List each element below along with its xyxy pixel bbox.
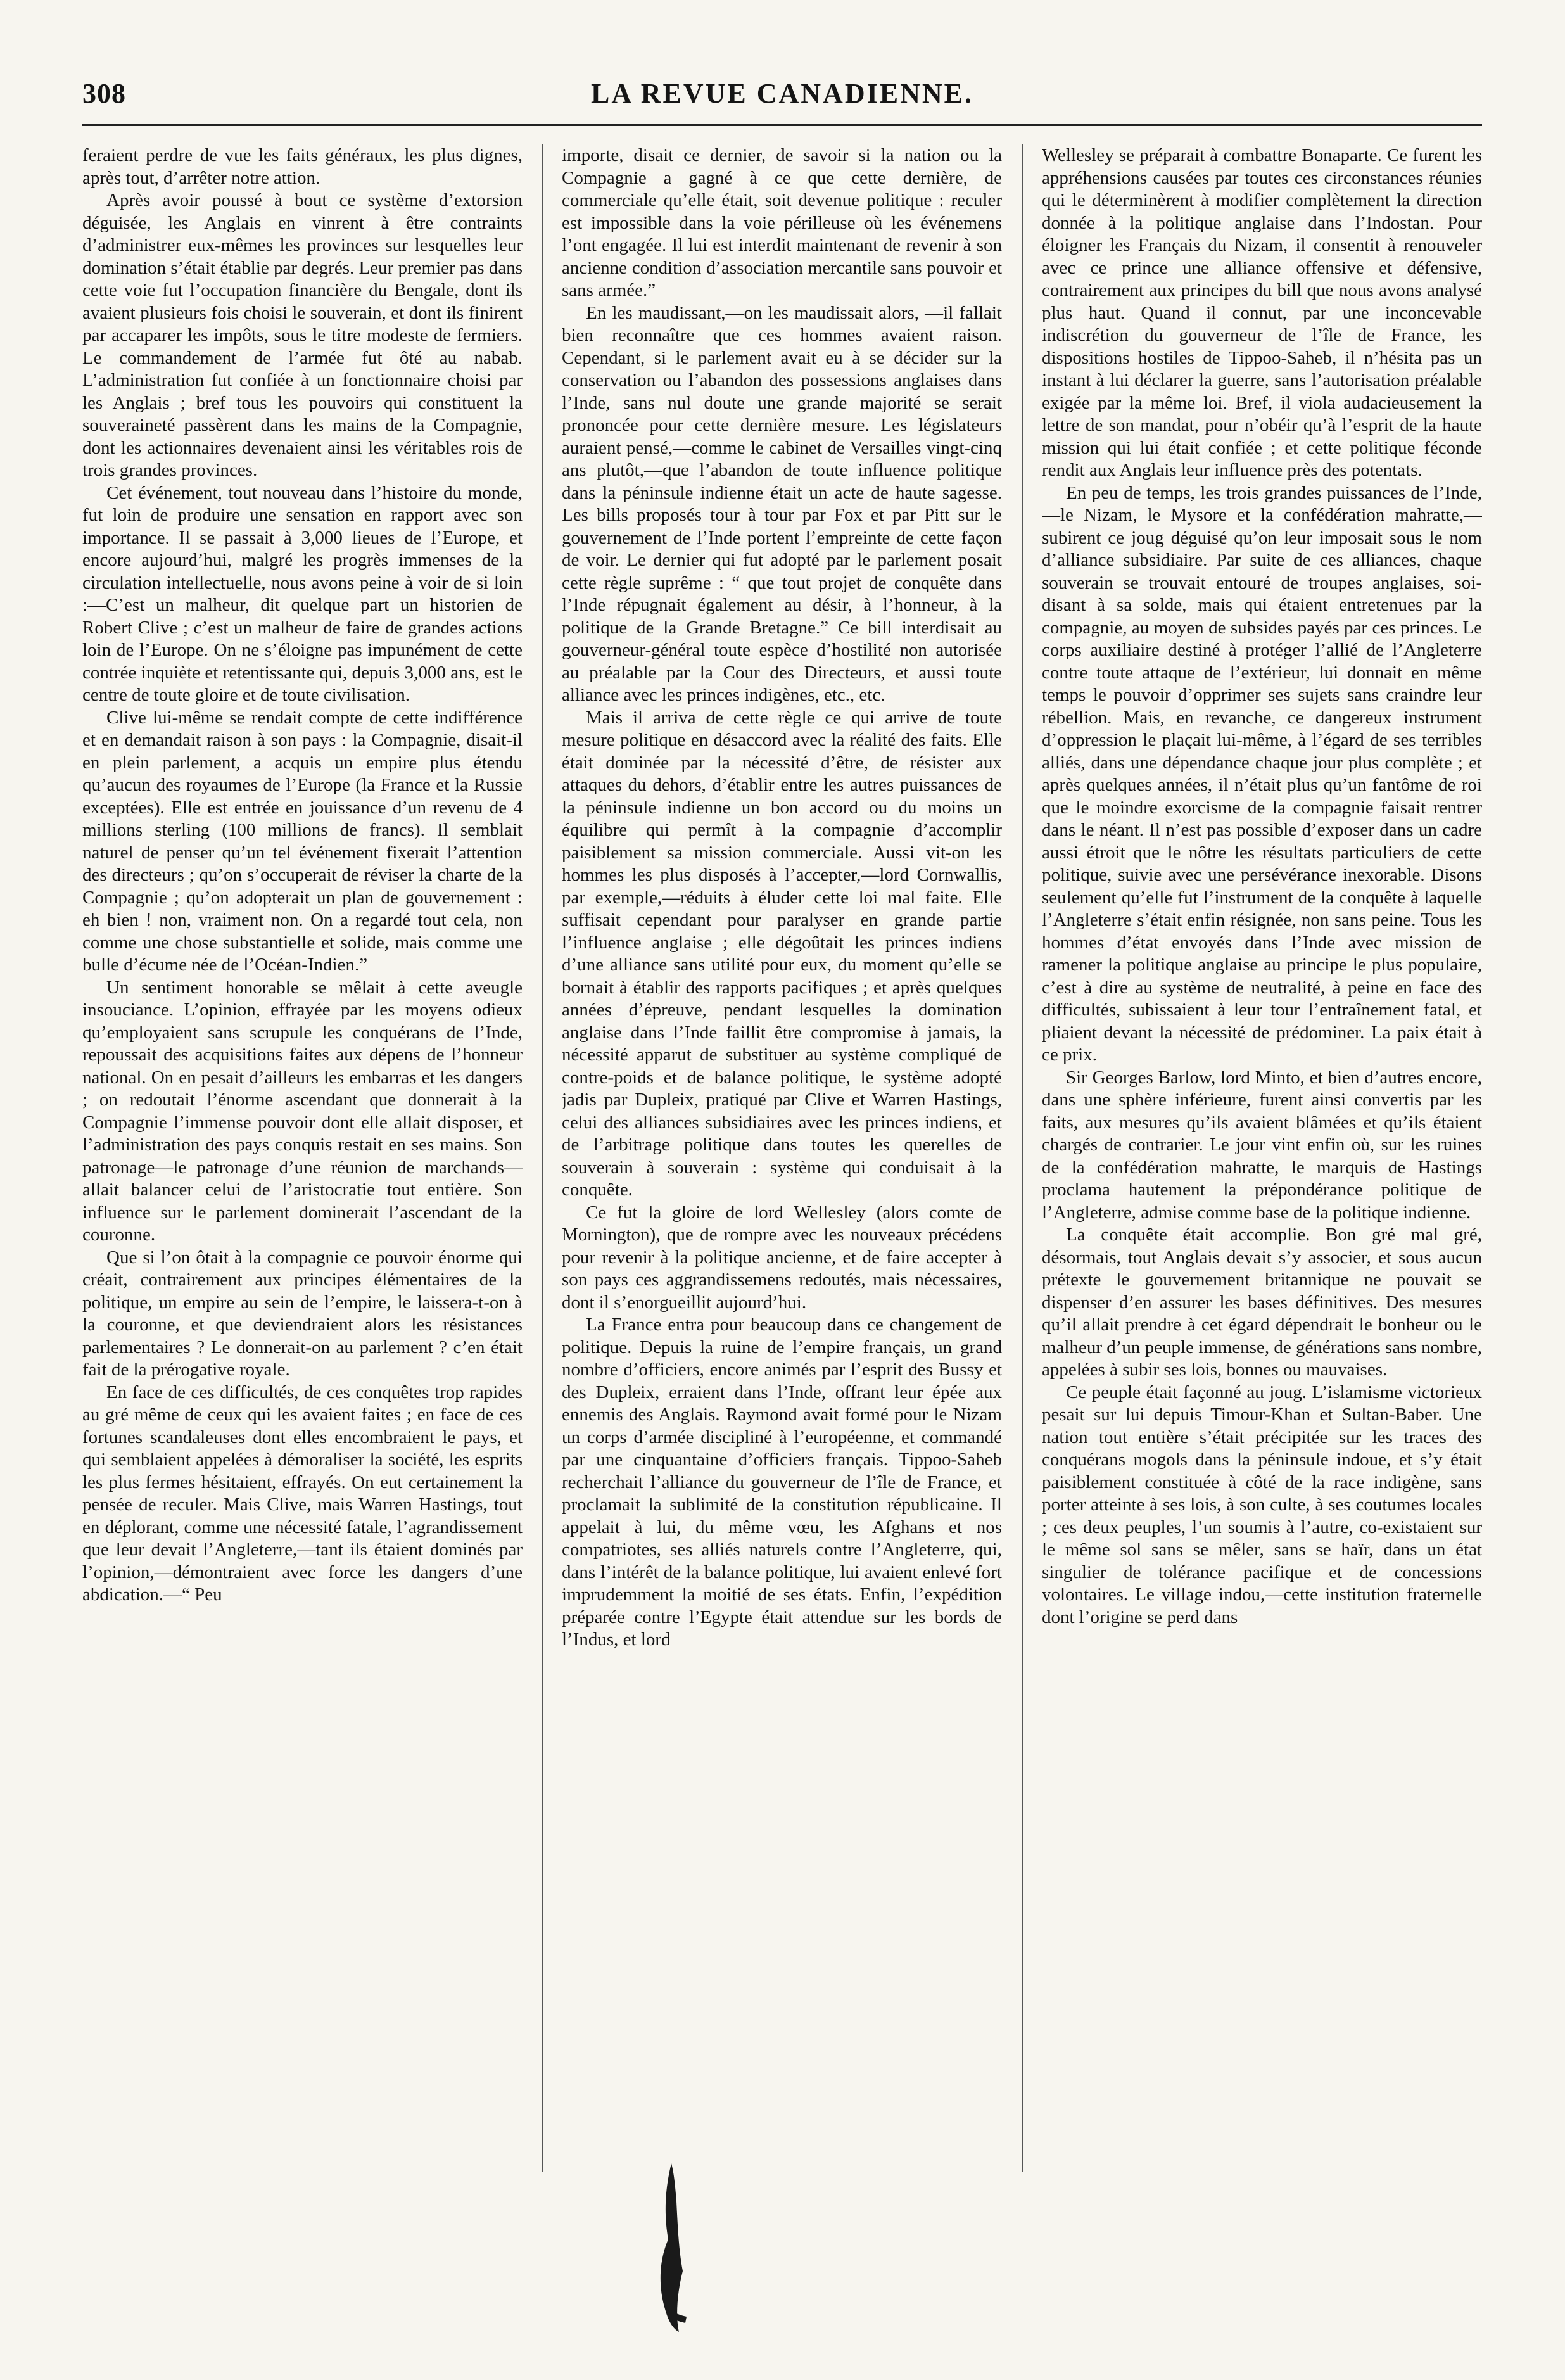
column-divider-2 (1022, 144, 1023, 2172)
running-title: LA REVUE CANADIENNE. (591, 78, 973, 109)
paragraph: Après avoir poussé à bout ce système d’extorsion déguisée, les Anglais en vinrent à être contraints d’administrer eux-mêmes les provinces sur lesquelles leur domination s’était établie par degrés. Leur premier pas dans cette voie fut l’occupation financière du Bengale, dont ils avaient plusieurs fois choisi le souverain, et dont ils finirent par accaparer les impôts, sous le titre modeste de fermiers. Le commandement de l’armée fut ôté au nabab. L’administration fut confiée à un fonctionnaire choisi par les Anglais ; bref tous les pouvoirs qui constituent la souveraineté passèrent dans les mains de la Compagnie, dont les actionnaires devenaient ainsi les véritables rois de trois grandes provinces. (82, 190, 523, 480)
paragraph: Mais il arriva de cette règle ce qui arrive de toute mesure politique en désaccord avec la réalité des faits. Elle était dominée par la nécessité d’être, de résister aux attaques du dehors, d’établir entre les autres puissances de la péninsule indienne un bon accord ou du moins un équilibre qui permît à la compagnie d’accomplir paisiblement sa mission commerciale. Aussi vit-on les hommes les plus disposés à l’accepter,—lord Cornwallis, par exemple,—réduits à éluder cette loi mal faite. Elle suffisait cependant pour paralyser en grande partie l’influence anglaise ; elle dégoûtait les princes indiens d’une alliance sans utilité pour eux, du moment qu’elle se bornait à établir des rapports pacifiques ; et après quelques années d’épreuve, pendant lesquelles la domination anglaise dans l’Inde faillit être compromise à jamais, la nécessité apparut de substituer au système compliqué de contre-poids et de balance politique, le système adopté jadis par Dupleix, pratiqué par Clive et Warren Hastings, celui des alliances subsidiaires avec les princes indiens, et de l’arbitrage politique dans toutes les querelles de souverain à souverain : système qui conduisait à la conquête. (562, 707, 1002, 1200)
paragraph: importe, disait ce dernier, de savoir si la nation ou la Compagnie a gagné à ce que cette dernière, de commerciale qu’elle était, soit devenue politique : reculer est impossible dans la voie périlleuse où les événemens l’ont engagée. Il lui est interdit maintenant de revenir à son ancienne condition d’association mercantile sans pouvoir et sans armée.” (562, 145, 1002, 300)
header-rule (82, 124, 1482, 126)
paragraph: Cet événement, tout nouveau dans l’histoire du monde, fut loin de produire une sensation en rapport avec son importance. Il se passait à 3,000 lieues de l’Europe, et encore aujourd’hui, malgré les progrès immenses de la circulation intellectuelle, nous avons peine à voir de si loin :—C’est un malheur, dit quelque part un historien de Robert Clive ; c’est un malheur de faire de grandes actions loin de l’Europe. On ne s’éloigne pas impunément de cette contrée inquiète et retentissante qui, depuis 3,000 ans, est le centre de toute gloire et de toute civilisation. (82, 482, 523, 705)
paragraph: La France entra pour beaucoup dans ce changement de politique. Depuis la ruine de l’empire français, un grand nombre d’officiers, encore animés par l’esprit des Bussy et des Dupleix, erraient dans l’Inde, offrant leur épée aux ennemis des Anglais. Raymond avait formé pour le Nizam un corps d’armée discipliné à l’européenne, et commandé par une cinquantaine d’officiers français. Tippoo-Saheb recherchait l’alliance du gouverneur de l’île de France, et proclamait la sublimité de la constitution républicaine. Il appelait à lui, du même vœu, les Afghans et nos compatriotes, ses alliés naturels contre l’Angleterre, qui, dans l’intérêt de la balance politique, lui avaient enlevé fort imprudemment la moitié de ses états. Enfin, l’expédition préparée contre l’Egypte était attendue sur les bords de l’Indus, et lord (562, 1314, 1002, 1650)
paragraph: Clive lui-même se rendait compte de cette indifférence et en demandait raison à son pays : la Compagnie, disait-il en plein parlement, a acquis un empire plus étendu qu’aucun des royaumes de l’Europe (la France et la Russie exceptées). Elle est entrée en jouissance d’un revenu de 4 millions sterling (100 millions de francs). Il semblait naturel de penser qu’un tel événement fixerait l’attention des directeurs ; qu’on s’occuperait de réviser la charte de la Compagnie ; qu’on adopterait un plan de gouvernement : eh bien ! non, vraiment non. On a regardé tout cela, non comme une chose substantielle et solide, mais comme une bulle d’écume née de l’Océan-Indien.” (82, 707, 523, 975)
paragraph: En les maudissant,—on les maudissait alors, —il fallait bien reconnaître que ces hommes avaient raison. Cependant, si le parlement avait eu à se décider sur la conservation ou l’abandon des possessions anglaises dans l’Inde, sans nul doute une grande majorité se serait prononcée pour cette dernière mesure. Les législateurs auraient pensé,—comme le cabinet de Versailles vingt-cinq ans plutôt,—que l’abandon de toute influence politique dans la péninsule indienne était un acte de haute sagesse. Les bills proposés tour à tour par Fox et par Pitt sur le gouvernement de l’Inde portent l’empreinte de cette façon de voir. Le dernier qui fut adopté par le parlement posait cette règle suprême : “ que tout projet de conquête dans l’Inde répugnait également au désir, à l’honneur, à la politique de la Grande Bretagne.” Ce bill interdisait au gouverneur-général toute espèce d’hostilité non autorisée au préalable par la Cour des Directeurs, et aussi toute alliance avec les princes indigènes, etc., etc. (562, 302, 1002, 705)
paragraph: En face de ces difficultés, de ces conquêtes trop rapides au gré même de ceux qui les avaient faites ; en face de ces fortunes scandaleuses dont elles encombraient le pays, et qui semblaient appelées à démoraliser la société, les esprits les plus fermes hésitaient, effrayés. On eut certainement la pensée de reculer. Mais Clive, mais Warren Hastings, tout en déplorant, comme une nécessité fatale, l’agrandissement que leur devait l’Angleterre,—tant ils étaient dominés par l’opinion,—démontraient avec force les dangers d’une abdication.—“ Peu (82, 1382, 523, 1605)
paragraph: Wellesley se préparait à combattre Bonaparte. Ce furent les appréhensions causées par toutes ces circonstances réunies qui le déterminèrent à modifier complètement la direction donnée à la politique anglaise dans l’Indostan. Pour éloigner les Français du Nizam, il consentit à renouveler avec ce prince une alliance offensive et défensive, contrairement aux principes du bill que nous avons analysé plus haut. Quand il connut, par une inconcevable indiscrétion du gouverneur de l’île de France, les dispositions hostiles de Tippoo-Saheb, il n’hésita pas un instant à lui déclarer la guerre, sans l’autorisation préalable exigée par la même loi. Bref, il viola audacieusement la lettre de son mandat, pour n’obéir qu’à l’esprit de la haute mission qui lui était confiée ; et cette politique féconde rendit aux Anglais leur influence près des potentats. (1042, 145, 1482, 480)
paragraph: feraient perdre de vue les faits généraux, les plus dignes, après tout, d’arrêter notre attion. (82, 145, 523, 188)
article-body (82, 144, 1482, 2324)
paragraph: Un sentiment honorable se mêlait à cette aveugle insouciance. L’opinion, effrayée par les moyens odieux qu’employaient sans scrupule les conquérans de l’Inde, repoussait des acquisitions faites aux dépens de l’honneur national. On en pesait d’ailleurs les embarras et les dangers ; on redoutait l’énorme ascendant que donnerait à la Compagnie l’immense pouvoir dont elle allait disposer, et l’administration des pays conquis restait en ses mains. Son patronage—le patronage d’une réunion de marchands—allait balancer celui de l’aristocratie tout entière. Son influence sur le parlement dominerait l’ascendant de la couronne. (82, 977, 523, 1245)
paragraph: Ce fut la gloire de lord Wellesley (alors comte de Mornington), que de rompre avec les nouveaux précédens pour revenir à la politique ancienne, et de faire accepter à son pays ces aggrandissemens redoutés, mais nécessaires, dont il s’enorgueillit aujourd’hui. (562, 1202, 1002, 1313)
page-header (82, 77, 1482, 122)
column-3 (1042, 144, 1482, 2324)
paragraph: Que si l’on ôtait à la compagnie ce pouvoir énorme qui créait, contrairement aux principes élémentaires de la politique, un empire au sein de l’empire, le laissera-t-on à la couronne, et que deviendraient alors les résistances parlementaires ? Le donnerait-on au parlement ? c’en était fait de la prérogative royale. (82, 1247, 523, 1380)
column-1 (82, 144, 523, 2324)
paragraph: La conquête était accomplie. Bon gré mal gré, désormais, tout Anglais devait s’y associer, et sous aucun prétexte le gouvernement britannique ne pouvait se dispenser d’en assurer les bases définitives. Des mesures qu’il allait prendre à cet égard dépendrait le bonheur ou le malheur d’un peuple immense, de générations sans nombre, appelées à subir ses lois, bonnes ou mauvaises. (1042, 1225, 1482, 1380)
column-2 (562, 144, 1002, 2324)
paragraph: En peu de temps, les trois grandes puissances de l’Inde,—le Nizam, le Mysore et la confédération mahratte,—subirent ce joug déguisé qu’on leur imposait sous le nom d’alliance subsidiaire. Par suite de ces alliances, chaque souverain se trouvait entouré de troupes anglaises, soi-disant à sa solde, mais qui étaient entretenues par la compagnie, au moyen de subsides payés par ces princes. Le corps auxiliaire destiné à protéger l’allié de l’Angleterre contre toute attaque de l’extérieur, lui donnait en même temps le pouvoir d’opprimer ses sujets sans craindre leur rébellion. Mais, en revanche, ce dangereux instrument d’oppression le plaçait lui-même, à l’égard de ses terribles alliés, dans une dépendance chaque jour plus complète ; et après quelques années, il n’était plus qu’un fantôme de roi que le moindre exorcisme de la compagnie faisait rentrer dans le néant. Il n’est pas possible d’exposer dans un cadre aussi étroit que le nôtre les résultats particuliers de cette politique, suivie avec une persévérance inexorable. Disons seulement qu’elle fut l’instrument de la conquête à laquelle l’Angleterre s’était enfin résignée, non sans peine. Tous les hommes d’état envoyés dans l’Inde avec mission de ramener la politique anglaise au principe le plus populaire, c’est à dire au système de neutralité, à peine en face des difficultés, subissaient à leur tour l’entraînement fatal, et pliaient devant la nécessité de prédominer. La paix était à ce prix. (1042, 482, 1482, 1065)
paragraph: Ce peuple était façonné au joug. L’islamisme victorieux pesait sur lui depuis Timour-Khan et Sultan-Baber. Une nation tout entière s’était précipitée sur les traces des conquérans mogols dans la péninsule indoue, et s’y était paisiblement constituée à côté de la race indigène, sans porter atteinte à ses lois, à son culte, à ses coutumes locales ; ces deux peuples, l’un soumis à l’autre, co-existaient sur le même sol sans se mêler, sans se haïr, dans un état singulier de tolérance pacifique et de concessions volontaires. Le village indou,—cette institution fraternelle dont l’origine se perd dans (1042, 1382, 1482, 1627)
ink-ornament-icon (646, 2157, 697, 2334)
column-divider-1 (542, 144, 543, 2172)
page-number: 308 (82, 78, 126, 109)
paragraph: Sir Georges Barlow, lord Minto, et bien d’autres encore, dans une sphère inférieure, furent ainsi convertis par les faits, aux mesures qu’ils avaient blâmées et qu’ils étaient chargés de contrarier. Le jour vint enfin où, sur les ruines de la confédération mahratte, le marquis de Hastings proclama hautement la prépondérance politique de l’Angleterre, admise comme base de la politique indienne. (1042, 1067, 1482, 1223)
